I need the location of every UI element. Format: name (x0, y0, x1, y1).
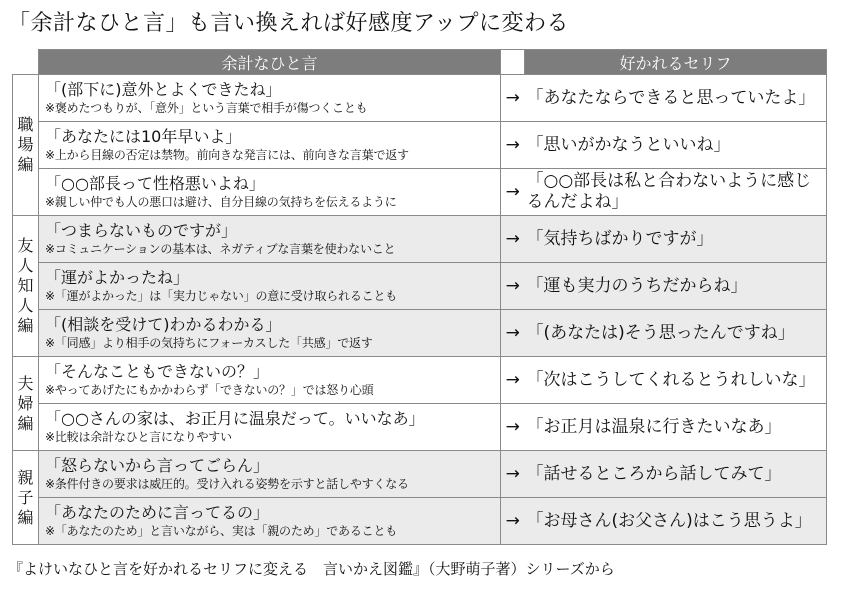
arrow-icon: → (501, 169, 525, 216)
bad-phrase: 「運がよかったね」 (45, 268, 190, 287)
table-row (13, 404, 827, 451)
good-phrase: 「お正月は温泉に行きたいなあ」 (525, 404, 827, 451)
bad-phrase: 「○○さんの家は、お正月に温泉だって。いいなあ」 (45, 409, 425, 428)
phrase-table (12, 49, 827, 545)
good-phrase: 「○○部長は私と合わないように感じるんだよね」 (525, 169, 827, 216)
bad-phrase-note: ※条件付きの要求は威圧的。受け入れる姿勢を示すと話しやすくなる (45, 477, 409, 491)
bad-phrase-note: ※上から目線の否定は禁物。前向きな発言には、前向きな言葉で返す (45, 148, 409, 162)
table-row (13, 498, 827, 545)
header-spacer (13, 50, 39, 75)
bad-phrase-note: ※「同感」より相手の気持ちにフォーカスした「共感」で返す (45, 336, 373, 350)
arrow-icon: → (501, 451, 525, 498)
bad-phrase-note: ※褒めたつもりが、「意外」という言葉で相手が傷つくことも (45, 101, 368, 115)
good-phrase: 「あなたならできると思っていたよ」 (525, 75, 827, 122)
table-row (13, 357, 827, 404)
bad-phrase: 「(相談を受けて)わかるわかる」 (45, 315, 282, 334)
arrow-icon: → (501, 498, 525, 545)
good-phrase: 「話せるところから話してみて」 (525, 451, 827, 498)
arrow-icon: → (501, 357, 525, 404)
bad-phrase-cell (39, 357, 501, 404)
bad-phrase: 「そんなこともできないの？」 (45, 362, 270, 381)
arrow-icon: → (501, 310, 525, 357)
arrow-icon: → (501, 216, 525, 263)
header-good-phrase: 好かれるセリフ (525, 50, 827, 75)
bad-phrase-cell (39, 169, 501, 216)
category-friends: 友人知人編 (13, 216, 39, 357)
bad-phrase: 「怒らないから言ってごらん」 (45, 456, 270, 475)
bad-phrase-note: ※「運がよかった」は「実力じゃない」の意に受け取られることも (45, 289, 398, 303)
bad-phrase-cell (39, 310, 501, 357)
header-row (13, 50, 827, 75)
bad-phrase: 「あなたには10年早いよ」 (45, 127, 242, 146)
category-workplace: 職場編 (13, 75, 39, 216)
bad-phrase-cell (39, 451, 501, 498)
category-parent-child: 親子編 (13, 451, 39, 545)
bad-phrase: 「○○部長って性格悪いよね」 (45, 174, 265, 193)
bad-phrase-note: ※親しい仲でも人の悪口は避け、自分目線の気持ちを伝えるように (45, 195, 397, 209)
bad-phrase: 「(部下に)意外とよくできたね」 (45, 80, 282, 99)
table-row (13, 263, 827, 310)
bad-phrase-note: ※やってあげたにもかかわらず「できないの？」では怒り心頭 (45, 383, 374, 397)
good-phrase: 「気持ちばかりですが」 (525, 216, 827, 263)
table-row (13, 122, 827, 169)
bad-phrase-cell (39, 263, 501, 310)
good-phrase: 「次はこうしてくれるとうれしいな」 (525, 357, 827, 404)
bad-phrase-cell (39, 404, 501, 451)
header-bad-phrase: 余計なひと言 (39, 50, 501, 75)
bad-phrase-cell (39, 122, 501, 169)
good-phrase: 「お母さん(お父さん)はこう思うよ」 (525, 498, 827, 545)
bad-phrase-note: ※比較は余計なひと言になりやすい (45, 430, 232, 444)
arrow-icon: → (501, 263, 525, 310)
bad-phrase-note: ※「あなたのため」と言いながら、実は「親のため」であることも (45, 524, 398, 538)
table-row (13, 310, 827, 357)
arrow-icon: → (501, 122, 525, 169)
bad-phrase-cell (39, 498, 501, 545)
table-row (13, 75, 827, 122)
bad-phrase-note: ※コミュニケーションの基本は、ネガティブな言葉を使わないこと (45, 242, 396, 256)
table-row (13, 169, 827, 216)
arrow-icon: → (501, 404, 525, 451)
bad-phrase: 「つまらないものですが」 (45, 221, 238, 240)
category-couples: 夫婦編 (13, 357, 39, 451)
good-phrase: 「運も実力のうちだからね」 (525, 263, 827, 310)
page-title: 「余計なひと言」も言い換えれば好感度アップに変わる (8, 11, 569, 36)
table-row (13, 216, 827, 263)
table-row (13, 451, 827, 498)
arrow-icon: → (501, 75, 525, 122)
source-citation: 『よけいなひと言を好かれるセリフに変える 言いかえ図鑑』（大野萌子著）シリーズから (8, 560, 615, 578)
good-phrase: 「思いがかなうといいね」 (525, 122, 827, 169)
bad-phrase: 「あなたのために言ってるの」 (45, 503, 270, 522)
bad-phrase-cell (39, 75, 501, 122)
bad-phrase-cell (39, 216, 501, 263)
good-phrase: 「(あなたは)そう思ったんですね」 (525, 310, 827, 357)
header-arrow-spacer (501, 50, 525, 75)
